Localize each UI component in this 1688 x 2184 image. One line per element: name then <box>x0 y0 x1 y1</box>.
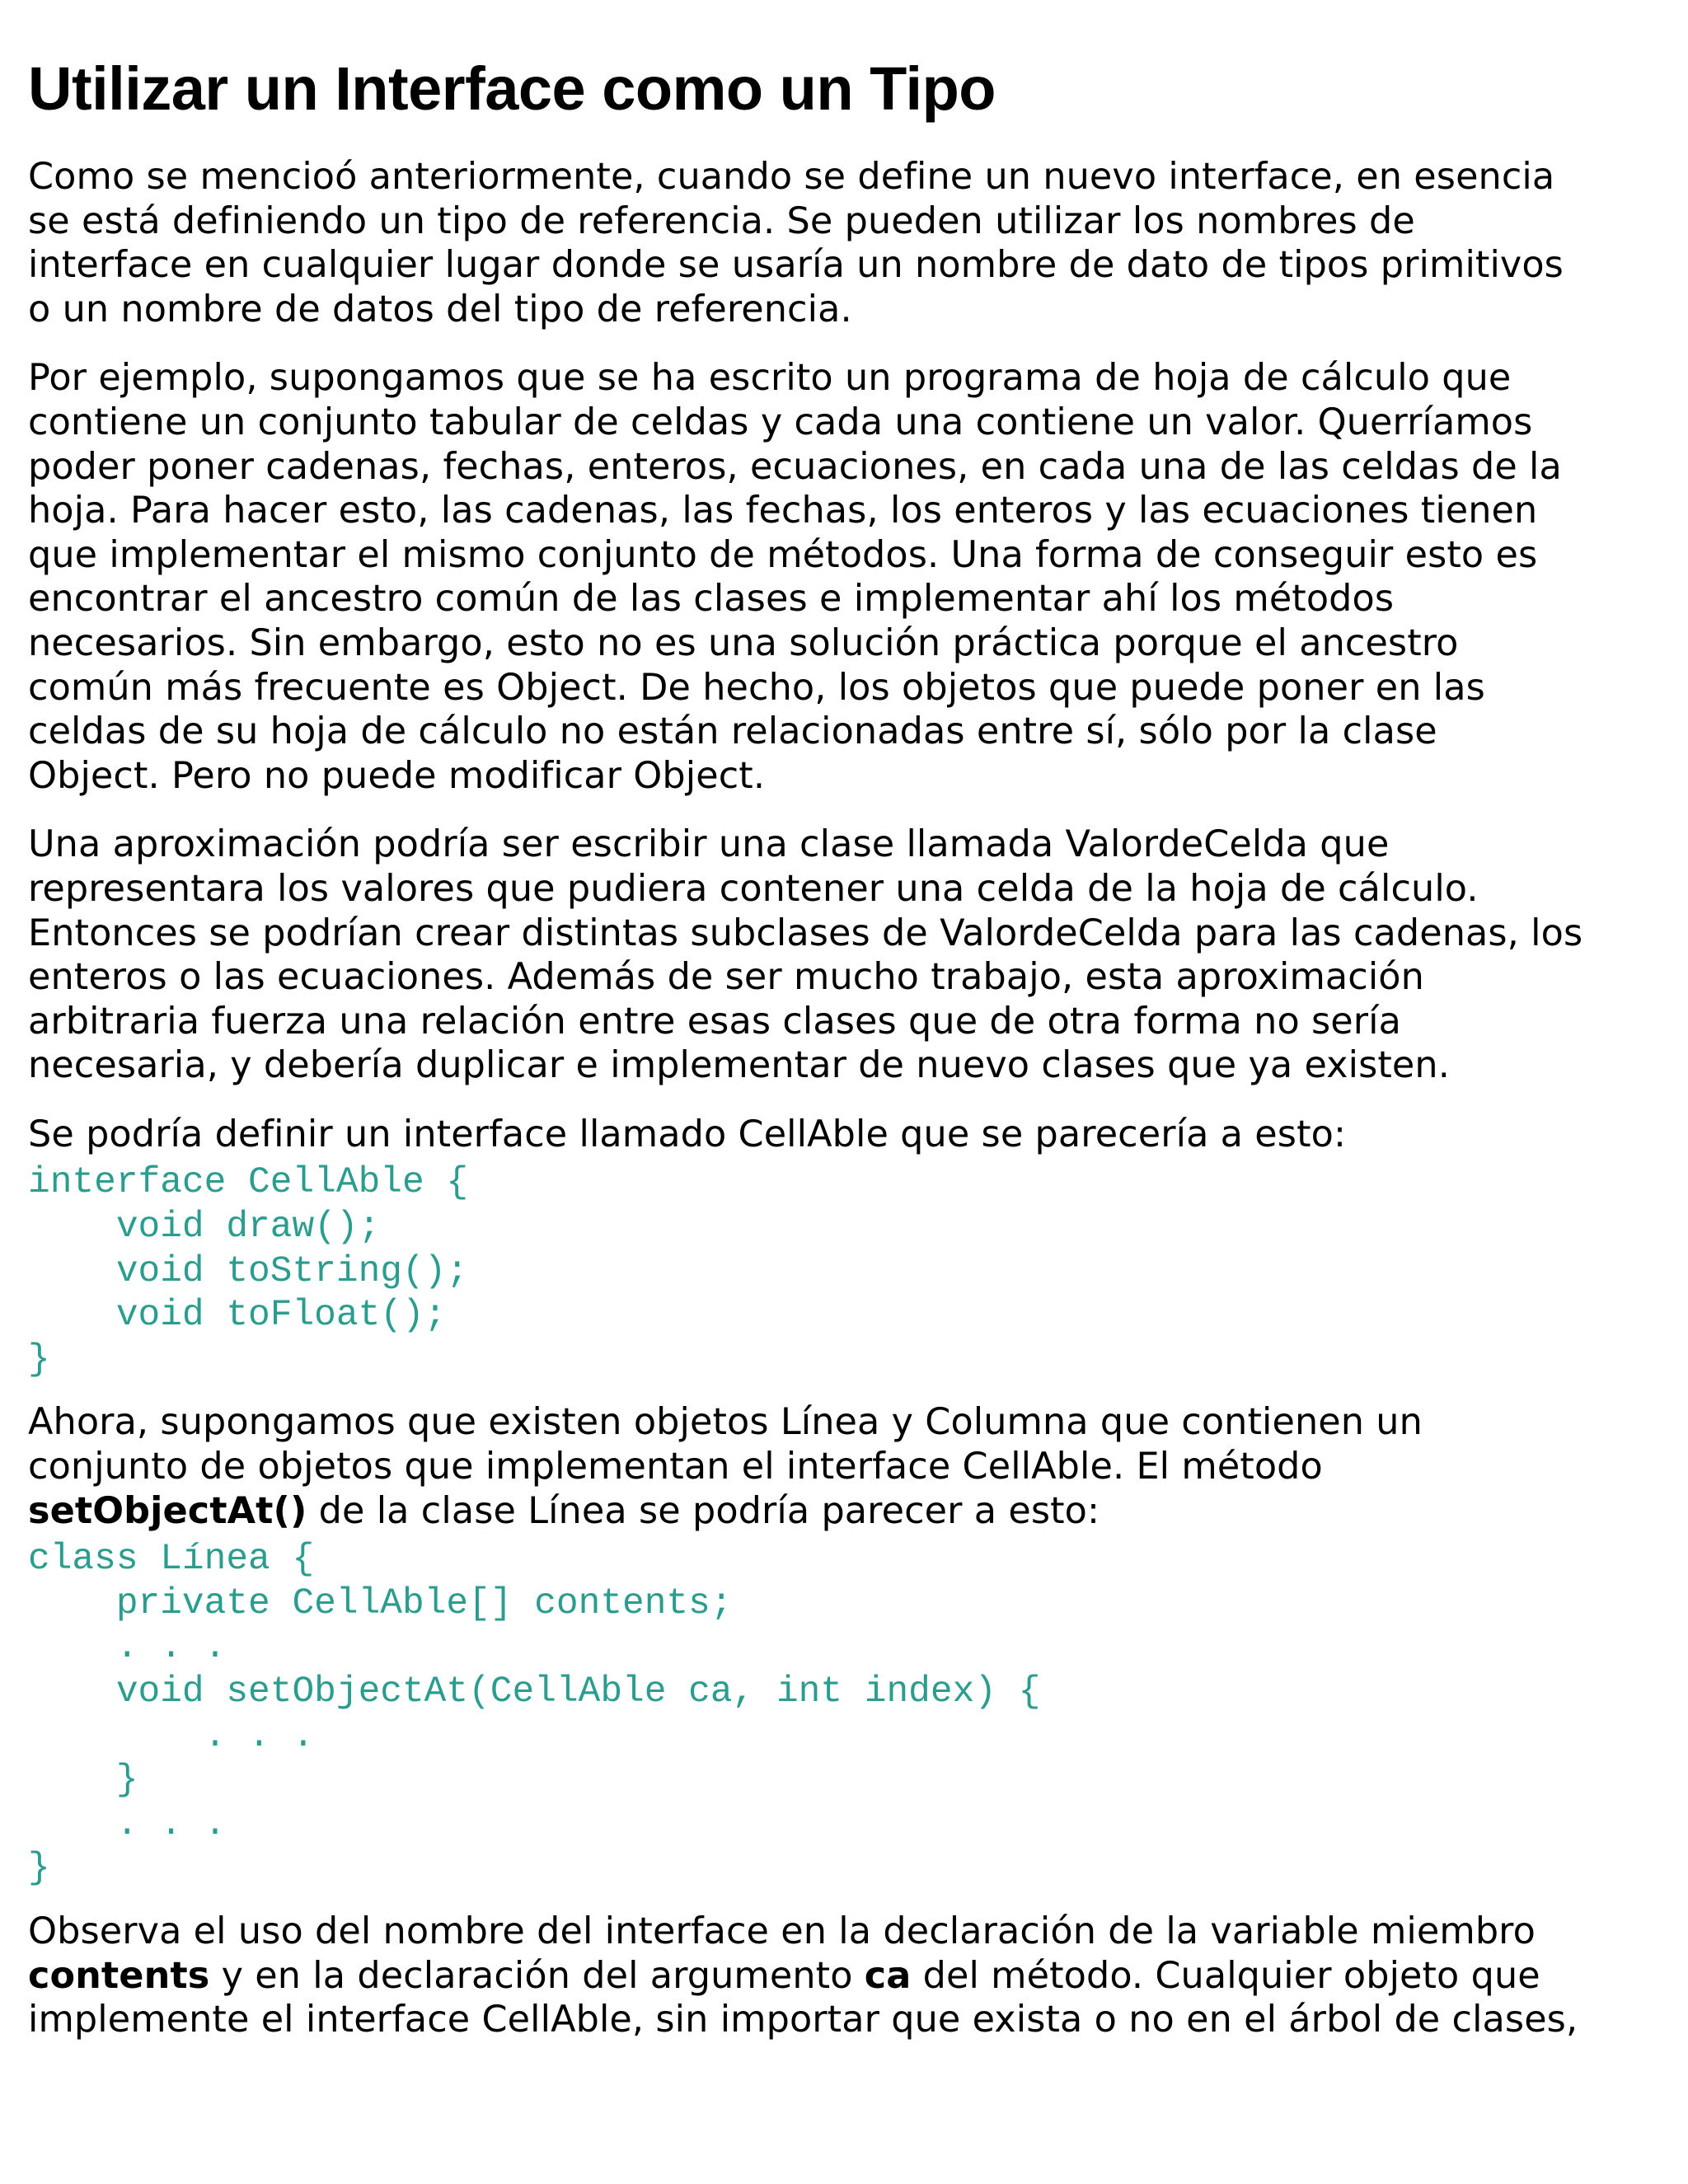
text-line: Object. Pero no puede modificar Object. <box>28 754 766 797</box>
text-line: necesarios. Sin embargo, esto no es una solución práctica porque el ancestro <box>28 621 1459 664</box>
code-block-cellable: interface CellAble { void draw(); void toString(); void toFloat(); } <box>28 1162 469 1380</box>
text-line: representara los valores que pudiera contener una celda de la hoja de cálculo. <box>28 867 1479 910</box>
document-page <box>28 51 1668 2067</box>
text-line: implemente el interface CellAble, sin importar que exista o no en el árbol de clases, <box>28 1999 1578 2041</box>
text-line: poder poner cadenas, fechas, enteros, ecuaciones, en cada una de las celdas de la <box>28 445 1562 488</box>
text-line: Entonces se podrían crear distintas subclases de ValordeCelda para las cadenas, los <box>28 912 1583 954</box>
text-line: o un nombre de datos del tipo de referencia. <box>28 288 852 330</box>
text-line <box>28 1489 1668 1534</box>
text-fragment: del método. Cualquier objeto que <box>911 1954 1540 1997</box>
paragraph-approach <box>28 823 1668 1088</box>
text-line: arbitraria fuerza una relación entre esas clases que de otra forma no sería <box>28 1000 1402 1043</box>
text-line: encontrar el ancestro común de las clases e implementar ahí los métodos <box>28 578 1395 621</box>
text-line: que implementar el mismo conjunto de métodos. Una forma de conseguir esto es <box>28 533 1538 576</box>
text-line: se está definiendo un tipo de referencia. Se pueden utilizar los nombres de <box>28 199 1415 242</box>
text-line: Por ejemplo, supongamos que se ha escrito un programa de hoja de cálculo que <box>28 357 1512 400</box>
paragraph-observe <box>28 1910 1668 2042</box>
text-line: Ahora, supongamos que existen objetos Línea y Columna que contienen un <box>28 1401 1423 1444</box>
text-line: Se podría definir un interface llamado CellAble que se parecería a esto: <box>28 1113 1347 1155</box>
page-title: Utilizar un Interface como un Tipo <box>28 54 996 123</box>
text-line: necesaria, y debería duplicar e implementar de nuevo clases que ya existen. <box>28 1044 1450 1087</box>
code-block-linea: class Línea { private CellAble[] contents; . . . void setObjectAt(CellAble ca, int index) { . . . } . . . } <box>28 1539 1041 1890</box>
text-fragment: de la clase Línea se podría parecer a esto: <box>307 1489 1100 1532</box>
text-line: conjunto de objetos que implementan el interface CellAble. El método <box>28 1446 1323 1488</box>
text-line: enteros o las ecuaciones. Además de ser mucho trabajo, esta aproximación <box>28 956 1424 999</box>
text-line: Como se mencioó anteriormente, cuando se define un nuevo interface, en esencia <box>28 156 1555 198</box>
text-line: interface en cualquier lugar donde se usaría un nombre de dato de tipos primitivos <box>28 244 1564 287</box>
text-line: común más frecuente es Object. De hecho, los objetos que puede poner en las <box>28 666 1485 709</box>
paragraph-example <box>28 356 1668 798</box>
paragraph-define-interface <box>28 1113 1668 1157</box>
variable-name-bold: contents <box>28 1954 210 1997</box>
method-name-bold: setObjectAt() <box>28 1489 307 1532</box>
text-line: Una aproximación podría ser escribir una clase llamada ValordeCelda que <box>28 823 1390 866</box>
text-line: celdas de su hoja de cálculo no están relacionadas entre sí, sólo por la clase <box>28 710 1437 753</box>
paragraph-intro <box>28 155 1668 331</box>
text-line: hoja. Para hacer esto, las cadenas, las fechas, los enteros y las ecuaciones tienen <box>28 490 1538 532</box>
text-line: Observa el uso del nombre del interface en la declaración de la variable miembro <box>28 1910 1536 1952</box>
paragraph-linea <box>28 1400 1668 1533</box>
text-line: contiene un conjunto tabular de celdas y cada una contiene un valor. Querríamos <box>28 401 1533 443</box>
argument-name-bold: ca <box>864 1954 912 1997</box>
text-fragment: y en la declaración del argumento <box>209 1954 865 1997</box>
text-line <box>28 1954 1668 1999</box>
